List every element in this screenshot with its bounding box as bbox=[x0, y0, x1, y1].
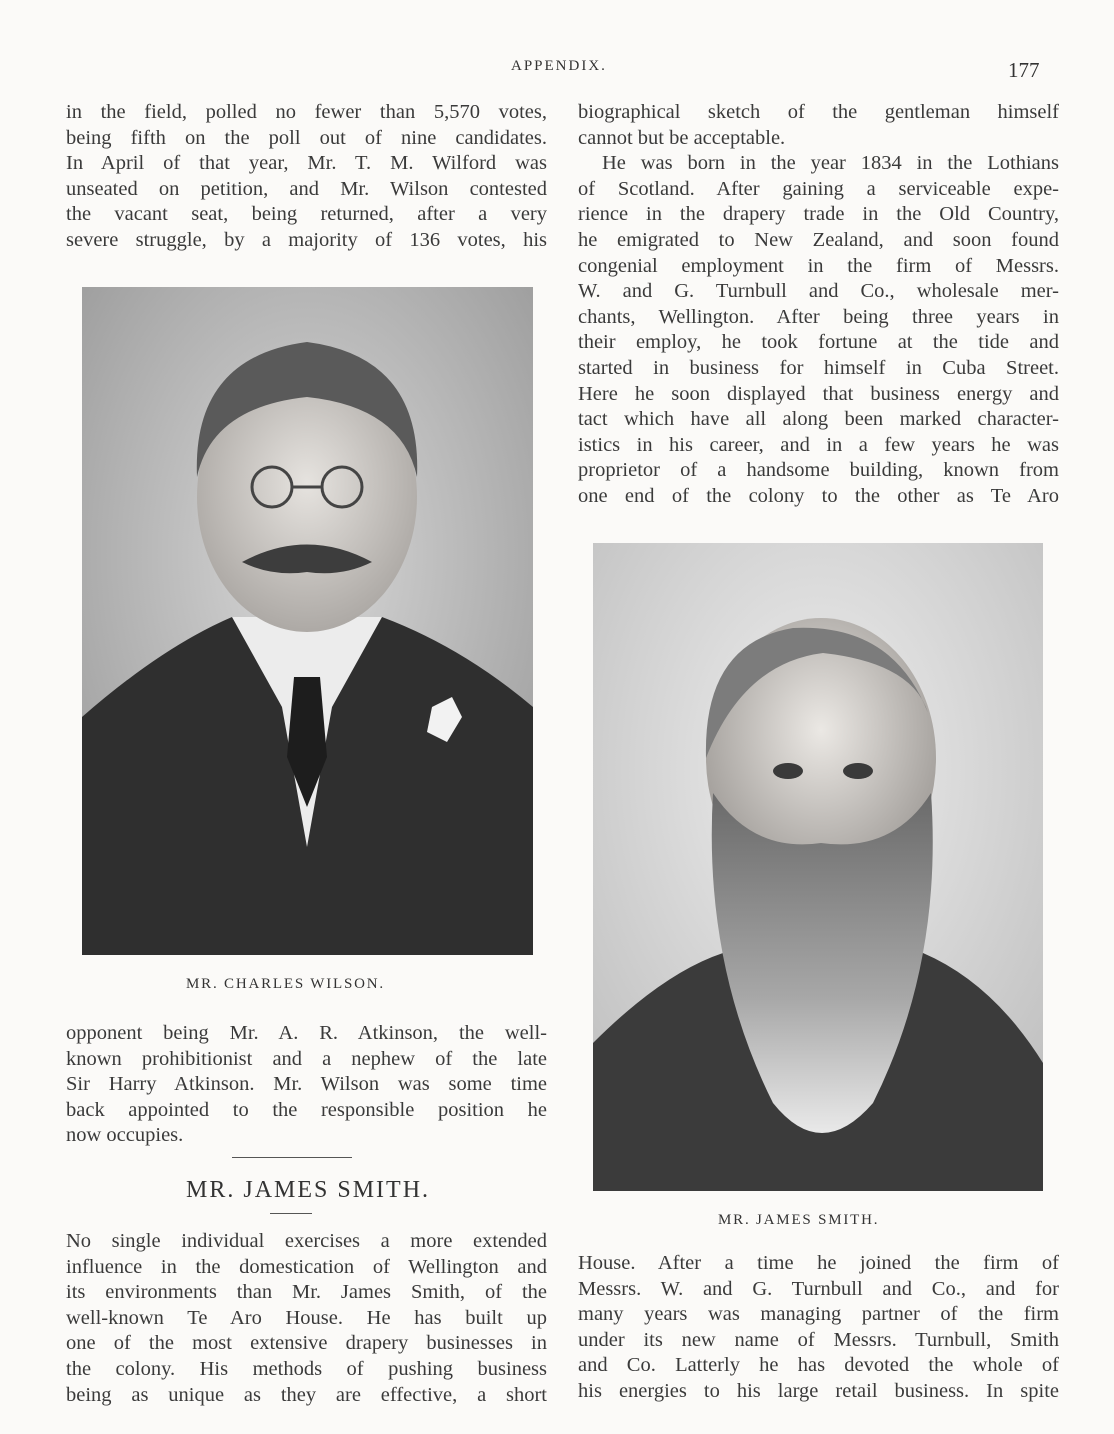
right-bottom-text bbox=[578, 1251, 1059, 1405]
text-line: opponent being Mr. A. R. Atkinson, the well- bbox=[66, 1022, 547, 1044]
text-line: one end of the colony to the other as Te Aro bbox=[578, 484, 1059, 507]
text-line: its environments than Mr. James Smith, of the bbox=[66, 1281, 547, 1304]
text-line: the colony. His methods of pushing business bbox=[66, 1357, 547, 1380]
portrait-james-smith-image bbox=[593, 543, 1043, 1191]
text-line: proprietor of a handsome building, known from bbox=[578, 459, 1059, 482]
left-section-text bbox=[66, 1229, 547, 1408]
page-number: 177 bbox=[1008, 58, 1040, 82]
left-after-photo-text bbox=[66, 1021, 547, 1149]
text-line: his energies to his large retail business. In spite bbox=[578, 1379, 1059, 1402]
text-line: the vacant seat, being returned, after a very bbox=[66, 203, 547, 226]
text-line: influence in the domestication of Wellington and bbox=[66, 1255, 547, 1278]
text-line: under its new name of Messrs. Turnbull, Smith bbox=[578, 1328, 1059, 1351]
text-line: back appointed to the responsible position he bbox=[66, 1098, 547, 1121]
text-line: No single individual exercises a more extended bbox=[66, 1230, 547, 1252]
text-line: W. and G. Turnbull and Co., wholesale mer- bbox=[578, 280, 1059, 303]
text-line: unseated on petition, and Mr. Wilson contested bbox=[66, 177, 547, 200]
text-line: now occupies. bbox=[66, 1124, 184, 1147]
text-line: their employ, he took fortune at the tide and bbox=[578, 331, 1059, 354]
text-line: well-known Te Aro House. He has built up bbox=[66, 1306, 547, 1329]
text-line: known prohibitionist and a nephew of the late bbox=[66, 1047, 547, 1070]
text-line: started in business for himself in Cuba Street. bbox=[578, 356, 1059, 379]
page-header-title: APPENDIX. bbox=[511, 58, 607, 74]
text-line: one of the most extensive drapery businesses in bbox=[66, 1332, 547, 1355]
portrait-james-smith bbox=[593, 543, 1043, 1191]
text-line: severe struggle, by a majority of 136 votes, his bbox=[66, 228, 547, 251]
text-line: cannot but be acceptable. bbox=[578, 126, 786, 149]
text-line: congenial employment in the firm of Messrs. bbox=[578, 254, 1059, 277]
text-line: He was born in the year 1834 in the Lothians bbox=[602, 152, 1059, 175]
caption-james-smith: MR. JAMES SMITH. bbox=[718, 1212, 880, 1228]
text-line: many years was managing partner of the firm bbox=[578, 1303, 1059, 1326]
section-divider-top bbox=[232, 1157, 352, 1158]
section-heading-james-smith: MR. JAMES SMITH. bbox=[186, 1177, 431, 1203]
text-line: Sir Harry Atkinson. Mr. Wilson was some time bbox=[66, 1073, 547, 1096]
text-line: chants, Wellington. After being three years in bbox=[578, 305, 1059, 328]
caption-charles-wilson: MR. CHARLES WILSON. bbox=[186, 976, 385, 992]
text-line: in the field, polled no fewer than 5,570 votes, bbox=[66, 101, 547, 123]
text-line: being fifth on the poll out of nine candidates. bbox=[66, 126, 547, 149]
text-line: of Scotland. After gaining a serviceable expe- bbox=[578, 177, 1059, 200]
portrait-charles-wilson-image bbox=[82, 287, 533, 955]
text-line: and Co. Latterly he has devoted the whole of bbox=[578, 1354, 1059, 1377]
text-line: rience in the drapery trade in the Old Country, bbox=[578, 203, 1059, 226]
text-line: House. After a time he joined the firm of bbox=[578, 1252, 1059, 1274]
left-top-text bbox=[66, 100, 547, 254]
text-line: In April of that year, Mr. T. M. Wilford was bbox=[66, 152, 547, 175]
text-line: istics in his career, and in a few years he was bbox=[578, 433, 1059, 456]
text-line: biographical sketch of the gentleman himself bbox=[578, 101, 1059, 123]
text-line: Messrs. W. and G. Turnbull and Co., and for bbox=[578, 1277, 1059, 1300]
text-line: being as unique as they are effective, a short bbox=[66, 1383, 547, 1406]
right-top-text bbox=[578, 100, 1059, 510]
text-line: Here he soon displayed that business energy and bbox=[578, 382, 1059, 405]
portrait-charles-wilson bbox=[82, 287, 533, 955]
text-line: tact which have all along been marked character- bbox=[578, 408, 1059, 431]
section-divider-bottom bbox=[270, 1213, 312, 1214]
text-line: he emigrated to New Zealand, and soon found bbox=[578, 228, 1059, 251]
